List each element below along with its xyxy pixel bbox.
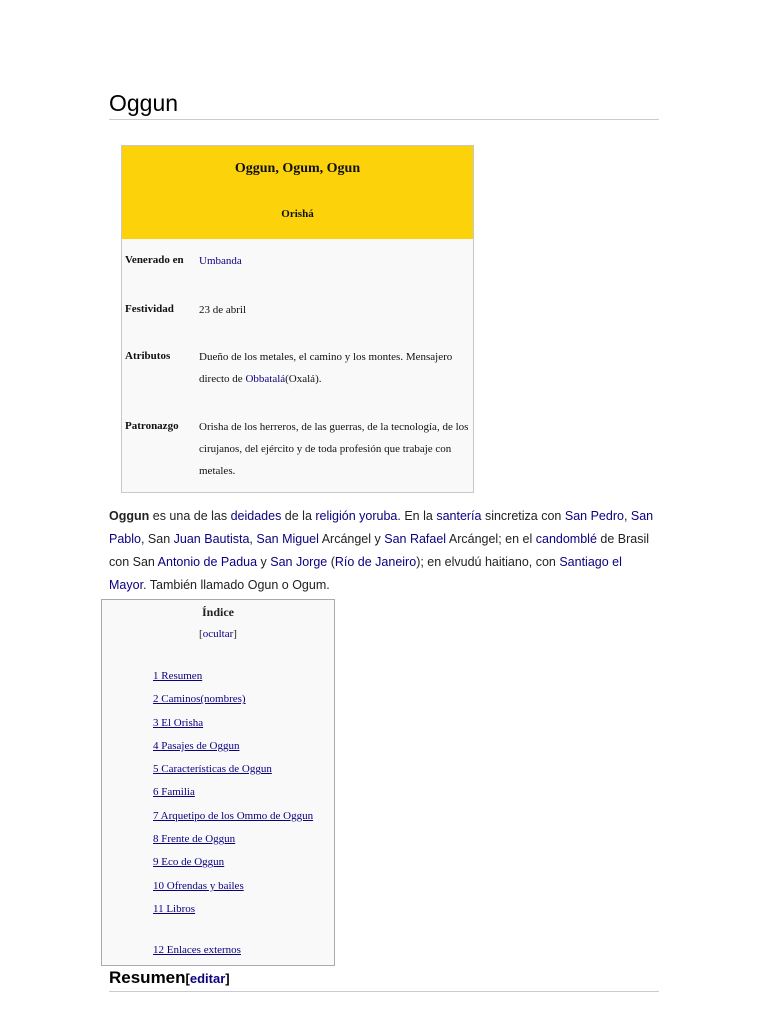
atributos-text: Dueño de los metales, el camino y los montes. Mensajero directo de [199, 351, 453, 385]
santeria-link[interactable]: santería [436, 509, 482, 523]
toc-item [153, 717, 313, 740]
san-rafael-link[interactable]: San Rafael [384, 532, 447, 546]
lead-text: es una de las [149, 509, 231, 523]
toc-item [153, 670, 313, 693]
toc-item [153, 786, 313, 809]
lead-text: ); en elvudú haitiano, con [416, 555, 560, 569]
infobox-value: 23 de abril [199, 304, 247, 316]
juan-bautista-link[interactable]: Juan Bautista [173, 532, 250, 546]
lead-paragraph [109, 505, 661, 597]
toc-link-resumen[interactable]: 1 Resumen [153, 670, 203, 682]
toc-link-ofrendas[interactable]: 10 Ofrendas y bailes [153, 879, 244, 892]
section-heading-resumen [109, 968, 230, 988]
lead-text: ( [327, 555, 335, 569]
toc-item [153, 810, 313, 833]
umbanda-link[interactable]: Umbanda [199, 255, 242, 267]
toc-link-caracteristicas[interactable]: 5 Características de Oggun [153, 763, 272, 776]
lead-text: de la [281, 509, 316, 523]
san-pablo-link[interactable]: San Pablo [109, 509, 654, 546]
san-pedro-link[interactable]: San Pedro [564, 509, 624, 523]
infobox-header [122, 146, 473, 239]
edit-section-link[interactable]: editar [189, 971, 226, 986]
infobox-subtitle: Orishá [281, 208, 314, 220]
toc-link-libros[interactable]: 11 Libros [153, 902, 196, 915]
toc-hide-control [102, 628, 334, 640]
toc-item [153, 763, 313, 786]
page-title: Oggun [109, 90, 179, 116]
infobox-value [199, 346, 469, 390]
toc-item [153, 693, 313, 716]
lead-text: de Brasil con San [109, 532, 650, 569]
toc-hide-link[interactable]: ocultar [202, 628, 234, 640]
lead-text: y [257, 555, 271, 569]
lead-text: , San [140, 532, 174, 546]
lead-text: . También llamado Ogun o Ogum. [143, 578, 330, 592]
infobox-label: Venerado en [125, 254, 184, 266]
infobox-label: Patronazgo [125, 420, 179, 432]
toc-item [153, 740, 313, 763]
toc-list [153, 670, 313, 967]
infobox [121, 145, 474, 493]
title-divider [109, 119, 659, 120]
lead-text: , [249, 532, 257, 546]
section-edit [186, 971, 230, 986]
rio-de-janeiro-link[interactable]: Río de Janeiro [334, 555, 417, 569]
san-miguel-link[interactable]: San Miguel [256, 532, 319, 546]
toc-link-enlaces[interactable]: 12 Enlaces externos [153, 943, 241, 956]
toc-link-caminos[interactable]: 2 Caminos(nombres) [153, 693, 246, 706]
toc-link-familia[interactable]: 6 Familia [153, 786, 195, 799]
toc-link-arquetipo[interactable]: 7 Arquetipo de los Ommo de Oggun [153, 809, 314, 822]
lead-text: sincretiza con [481, 509, 565, 523]
candomble-link[interactable]: candomblé [535, 532, 597, 546]
toc-link-frente[interactable]: 8 Frente de Oggun [153, 833, 236, 846]
toc-item [153, 856, 313, 879]
lead-bold-title: Oggun [109, 509, 150, 523]
obbatala-link[interactable]: Obbatalá [245, 373, 286, 385]
toc-item [153, 880, 313, 903]
lead-text: . En la [397, 509, 437, 523]
toc-link-el-orisha[interactable]: 3 El Orisha [153, 716, 204, 729]
infobox-label: Atributos [125, 350, 171, 362]
lead-text: , [623, 509, 631, 523]
santiago-el-mayor-link[interactable]: Santiago el Mayor [109, 555, 622, 592]
infobox-name: Oggun, Ogum, Ogun [234, 161, 361, 176]
section-divider [109, 991, 659, 992]
table-of-contents [101, 599, 335, 966]
toc-item [153, 944, 313, 967]
religion-yoruba-link[interactable]: religión yoruba [315, 509, 398, 523]
infobox-value [199, 250, 469, 272]
toc-link-eco[interactable]: 9 Eco de Oggun [153, 856, 225, 869]
san-jorge-link[interactable]: San Jorge [270, 555, 328, 569]
lead-text: Arcángel; en el [446, 532, 536, 546]
toc-title: Índice [201, 605, 234, 619]
bracket-open: [ [199, 628, 203, 640]
deidades-link[interactable]: deidades [230, 509, 282, 523]
section-title: Resumen [109, 968, 186, 987]
infobox-value: Orisha de los herreros, de las guerras, de la tecnología, de los cirujanos, del ejército y de toda profesión que trabaje con metales. [199, 421, 469, 477]
antonio-de-padua-link[interactable]: Antonio de Padua [157, 555, 258, 569]
bracket-open: [ [185, 971, 190, 986]
toc-item [153, 903, 313, 944]
lead-text: Arcángel y [318, 532, 385, 546]
toc-item [153, 833, 313, 856]
toc-link-pasajes[interactable]: 4 Pasajes de Oggun [153, 739, 240, 752]
infobox-label: Festividad [125, 303, 174, 315]
atributos-text-end: (Oxalá). [285, 373, 322, 385]
bracket-close: ] [233, 628, 237, 640]
bracket-close: ] [225, 971, 230, 986]
